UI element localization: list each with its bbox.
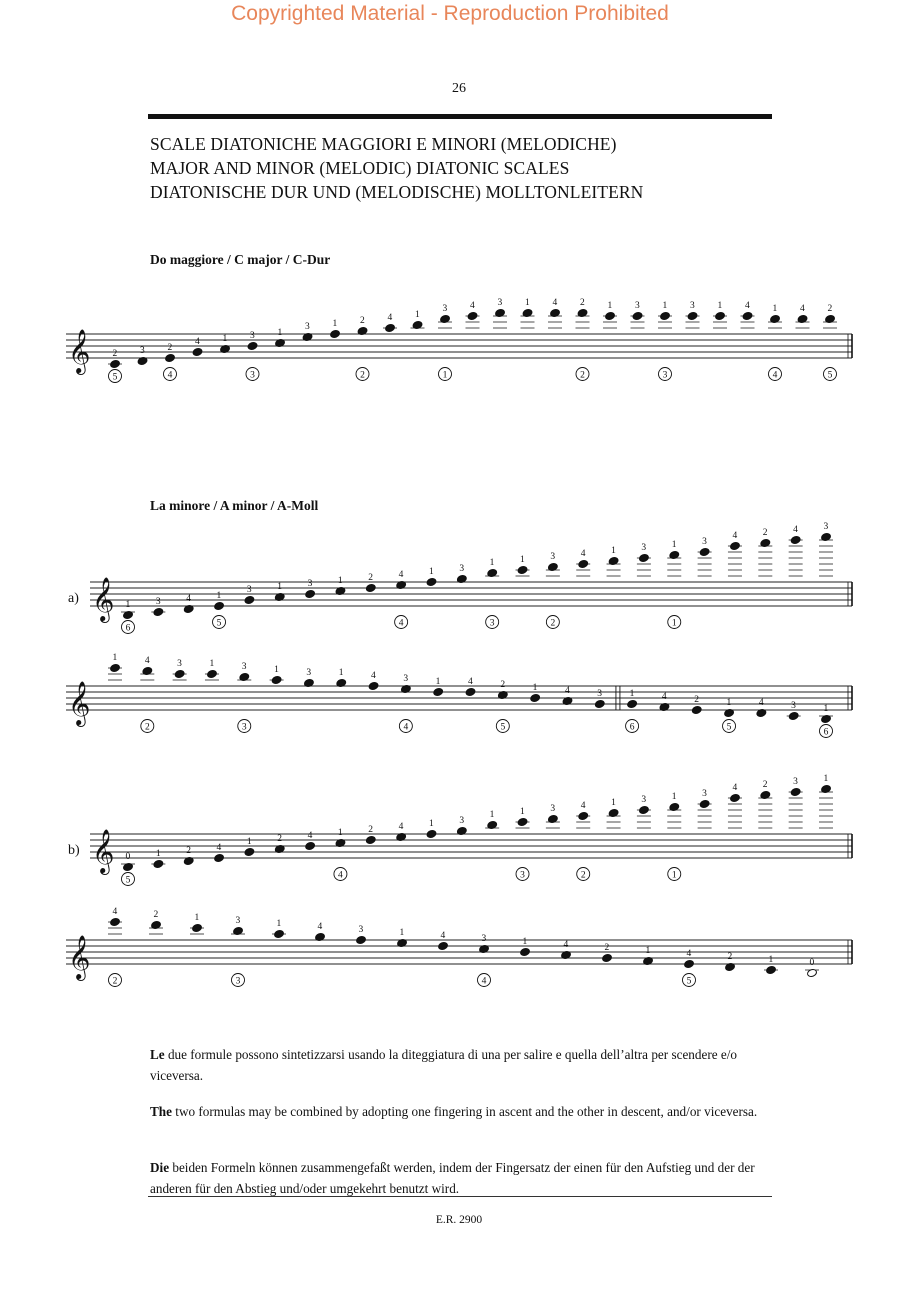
fingering-number: 0 (809, 958, 815, 968)
paragraph-italian-text: due formule possono sintetizzarsi usando la diteggiatura di una per salire e quella dell’altra per scendere e/o viceversa. (150, 1047, 737, 1083)
fingering-number: 3 (235, 916, 241, 926)
fingering-number: 1 (194, 913, 200, 923)
paragraph-german-text: beiden Formeln können zusammengefaßt werden, indem der Fingersatz der einen für den Aufstieg und der der anderen für den Abstieg und/oder umgekehrt benutzt wird. (150, 1160, 755, 1196)
note-head (627, 699, 638, 708)
note-head (638, 805, 649, 814)
note-head (305, 841, 316, 850)
string-number: 3 (235, 976, 241, 987)
fingering-number: 1 (415, 310, 420, 320)
string-indicator (546, 616, 559, 629)
fingering-number: 4 (758, 698, 764, 708)
note-head (699, 547, 710, 556)
string-indicator (659, 368, 672, 381)
fingering-number: 3 (177, 659, 182, 669)
note-head (578, 559, 589, 568)
fingering-number: 3 (307, 579, 313, 589)
fingering-number: 3 (459, 564, 465, 574)
string-indicator (164, 368, 177, 381)
fingering-number: 3 (305, 322, 310, 332)
note-head (274, 929, 285, 938)
paragraph-german (150, 1157, 780, 1199)
treble-clef-icon: 𝄞 (92, 579, 115, 621)
string-number: 1 (671, 870, 677, 881)
note-head (660, 311, 671, 320)
fingering-number: 1 (209, 659, 215, 669)
string-indicator (486, 616, 499, 629)
fingering-number: 3 (550, 804, 556, 814)
note-head (110, 663, 121, 672)
fingering-number: 3 (497, 298, 503, 308)
fingering-number: 1 (522, 937, 528, 947)
fingering-number: 3 (246, 585, 252, 595)
note-head (605, 311, 616, 320)
string-number: 5 (827, 370, 833, 381)
paragraph-english-text: two formulas may be combined by adopting one fingering in ascent and the other in descent, and/or viceversa. (171, 1104, 758, 1119)
fingering-number: 1 (155, 849, 161, 859)
fingering-number: 2 (368, 573, 374, 583)
fingering-number: 1 (277, 328, 283, 338)
fingering-number: 3 (140, 346, 145, 356)
fingering-number: 3 (442, 304, 448, 314)
edition-number: E.R. 2900 (435, 1214, 483, 1226)
string-number: 1 (442, 370, 448, 381)
note-head (530, 693, 541, 702)
fingering-number: 2 (762, 780, 768, 790)
fingering-number: 1 (671, 792, 677, 802)
staff-a-minor-a-ascending (90, 522, 852, 634)
fingering-number: 2 (360, 316, 365, 326)
paragraph-german-lead: Die (150, 1160, 170, 1175)
fingering-number: 2 (500, 680, 506, 690)
fingering-number: 3 (641, 795, 647, 805)
string-indicator (496, 720, 509, 733)
string-number: 5 (216, 618, 222, 629)
paragraph-english (150, 1101, 780, 1122)
fingering-number: 1 (607, 301, 613, 311)
fingering-number: 4 (387, 313, 393, 323)
fingering-number: 1 (332, 319, 338, 329)
note-head (365, 835, 376, 844)
string-indicator (723, 720, 736, 733)
treble-clef-icon: 𝄞 (68, 331, 91, 373)
string-number: 4 (167, 370, 173, 381)
string-number: 2 (144, 722, 150, 733)
string-indicator (122, 621, 135, 634)
fingering-number: 2 (827, 304, 833, 314)
fingering-number: 4 (144, 656, 150, 666)
variant-label-a: a) (68, 591, 79, 606)
staff-a-minor-a-descending (66, 653, 852, 738)
fingering-number: 3 (241, 662, 247, 672)
fingering-number: 4 (580, 549, 586, 559)
string-number: 5 (686, 976, 692, 987)
note-head (247, 341, 258, 350)
fingering-number: 1 (768, 955, 774, 965)
fingering-number: 1 (520, 555, 525, 565)
fingering-number: 1 (645, 946, 651, 956)
note-head (426, 577, 437, 586)
fingering-number: 4 (468, 677, 473, 687)
fingering-number: 4 (793, 525, 798, 535)
fingering-number: 3 (459, 816, 465, 826)
string-number: 6 (125, 623, 131, 634)
fingering-number: 1 (717, 301, 723, 311)
note-head (730, 541, 741, 550)
fingering-number: 2 (153, 910, 159, 920)
string-number: 4 (403, 722, 409, 733)
note-head (426, 829, 437, 838)
fingering-number: 1 (772, 304, 778, 314)
fingering-number: 3 (597, 689, 603, 699)
note-head (699, 799, 710, 808)
fingering-number: 1 (671, 540, 677, 550)
staff-a-minor-b-ascending (90, 774, 852, 886)
fingering-number: 1 (277, 582, 282, 592)
fingering-number: 3 (358, 925, 364, 935)
footer-rule (148, 1196, 772, 1197)
fingering-number: 2 (368, 825, 374, 835)
fingering-number: 1 (399, 928, 405, 938)
fingering-number: 1 (337, 576, 343, 586)
fingering-number: 4 (732, 531, 738, 541)
fingering-number: 1 (246, 837, 252, 847)
fingering-number: 2 (727, 952, 733, 962)
note-head (192, 923, 203, 932)
string-number: 5 (726, 722, 732, 733)
treble-clef-icon: 𝄞 (68, 683, 91, 725)
fingering-number: 3 (702, 789, 707, 799)
fingering-number: 4 (195, 337, 200, 347)
section-heading-c-major: Do maggiore / C major / C-Dur (150, 252, 331, 267)
fingering-number: 4 (112, 907, 118, 917)
note-head (517, 565, 528, 574)
string-number: 5 (500, 722, 506, 733)
fingering-number: 3 (550, 552, 556, 562)
paragraph-italian-lead: Le (150, 1047, 165, 1062)
string-number: 3 (662, 370, 668, 381)
string-number: 3 (250, 370, 255, 381)
string-indicator (577, 868, 590, 881)
treble-clef-icon: 𝄞 (68, 937, 91, 979)
string-indicator (576, 368, 589, 381)
note-head (110, 359, 121, 368)
fingering-number: 1 (823, 774, 829, 784)
fingering-number: 1 (629, 689, 635, 699)
string-number: 3 (489, 618, 495, 629)
string-indicator (395, 616, 408, 629)
note-head (438, 941, 449, 950)
note-head (110, 917, 121, 926)
fingering-number: 4 (440, 931, 446, 941)
note-head (305, 589, 316, 598)
fingering-number: 3 (823, 522, 829, 532)
fingering-number: 3 (403, 674, 409, 684)
note-head (365, 583, 376, 592)
note-head (356, 935, 367, 944)
fingering-number: 4 (371, 671, 376, 681)
fingering-number: 1 (112, 653, 118, 663)
string-number: 2 (580, 370, 585, 381)
note-head (788, 711, 799, 720)
fingering-number: 3 (702, 537, 707, 547)
string-indicator (626, 720, 639, 733)
string-number: 4 (398, 618, 404, 629)
fingering-number: 2 (604, 943, 610, 953)
string-indicator (668, 616, 681, 629)
note-head (153, 859, 164, 868)
string-indicator (356, 368, 369, 381)
string-number: 1 (671, 618, 677, 629)
title-german: DIATONISCHE DUR UND (MELODISCHE) MOLLTONLEITERN (150, 182, 644, 202)
string-number: 6 (823, 727, 829, 738)
note-head (594, 699, 605, 708)
fingering-number: 1 (222, 334, 228, 344)
fingering-number: 4 (552, 298, 558, 308)
string-indicator (238, 720, 251, 733)
note-head (244, 847, 255, 856)
string-indicator (439, 368, 452, 381)
note-head (192, 347, 203, 356)
note-head (691, 705, 702, 714)
fingering-number: 3 (690, 301, 695, 311)
string-indicator (769, 368, 782, 381)
fingering-number: 1 (274, 665, 279, 675)
fingering-number: 2 (580, 298, 585, 308)
fingering-number: 4 (800, 304, 805, 314)
note-head (271, 675, 282, 684)
staff-a-minor-b-descending (66, 907, 852, 987)
fingering-number: 4 (580, 801, 586, 811)
note-head (602, 953, 613, 962)
string-indicator (141, 720, 154, 733)
fingering-number: 2 (167, 343, 173, 353)
note-head (174, 669, 185, 678)
fingering-number: 2 (112, 349, 118, 359)
staff-c-major (66, 298, 852, 383)
fingering-number: 4 (317, 922, 323, 932)
variant-label-b: b) (68, 843, 80, 858)
fingering-number: 1 (611, 546, 616, 556)
fingering-number: 1 (428, 567, 434, 577)
fingering-number: 2 (186, 846, 191, 856)
fingering-number: 4 (661, 692, 667, 702)
fingering-number: 1 (611, 798, 616, 808)
note-head (368, 681, 379, 690)
note-head (684, 959, 695, 968)
fingering-number: 1 (338, 668, 344, 678)
string-number: 2 (360, 370, 365, 381)
fingering-number: 4 (563, 940, 569, 950)
string-indicator (516, 868, 529, 881)
fingering-number: 1 (726, 698, 732, 708)
fingering-number: 4 (732, 783, 738, 793)
string-indicator (478, 974, 491, 987)
fingering-number: 2 (694, 695, 699, 705)
note-head (465, 687, 476, 696)
fingering-number: 3 (793, 777, 798, 787)
fingering-number: 3 (250, 331, 255, 341)
string-indicator (246, 368, 259, 381)
string-indicator (109, 370, 122, 383)
note-head (214, 601, 225, 610)
string-indicator (213, 616, 226, 629)
string-indicator (399, 720, 412, 733)
fingering-number: 1 (662, 301, 668, 311)
string-number: 2 (550, 618, 556, 629)
note-head (715, 311, 726, 320)
note-head (638, 553, 649, 562)
fingering-number: 4 (470, 301, 475, 311)
note-head (578, 811, 589, 820)
fingering-number: 3 (641, 543, 647, 553)
fingering-number: 4 (307, 831, 313, 841)
fingering-number: 3 (635, 301, 640, 311)
paragraph-italian (150, 1044, 780, 1086)
fingering-number: 4 (564, 686, 570, 696)
note-head (632, 311, 643, 320)
fingering-number: 0 (125, 852, 131, 862)
fingering-number: 1 (823, 704, 829, 714)
fingering-number: 3 (791, 701, 796, 711)
treble-clef-icon: 𝄞 (92, 831, 115, 873)
fingering-number: 4 (186, 594, 191, 604)
string-indicator (820, 725, 833, 738)
string-indicator (334, 868, 347, 881)
string-indicator (122, 873, 135, 886)
fingering-number: 1 (520, 807, 525, 817)
note-head (207, 669, 218, 678)
string-number: 2 (112, 976, 118, 987)
fingering-number: 2 (762, 528, 768, 538)
note-head (153, 607, 164, 616)
fingering-number: 1 (337, 828, 343, 838)
page-number: 26 (452, 81, 466, 96)
section-heading-a-minor: La minore / A minor / A-Moll (150, 498, 319, 513)
note-head (790, 535, 801, 544)
string-number: 4 (338, 870, 343, 881)
string-number: 4 (481, 976, 487, 987)
string-indicator (109, 974, 122, 987)
note-head (687, 311, 698, 320)
note-head (517, 817, 528, 826)
note-head (520, 947, 531, 956)
title-english: MAJOR AND MINOR (MELODIC) DIATONIC SCALES (150, 158, 570, 178)
fingering-number: 1 (489, 810, 495, 820)
note-head (433, 687, 444, 696)
string-indicator (683, 974, 696, 987)
fingering-number: 1 (532, 683, 538, 693)
fingering-number: 1 (435, 677, 441, 687)
fingering-number: 4 (216, 843, 222, 853)
paragraph-english-lead: The (150, 1104, 172, 1119)
string-number: 6 (629, 722, 635, 733)
fingering-number: 3 (155, 597, 161, 607)
string-number: 3 (241, 722, 247, 733)
fingering-number: 1 (428, 819, 434, 829)
fingering-number: 4 (686, 949, 692, 959)
note-head (790, 787, 801, 796)
note-head (244, 595, 255, 604)
string-number: 2 (580, 870, 586, 881)
note-head (214, 853, 225, 862)
note-head (766, 965, 777, 974)
note-head (165, 353, 176, 362)
fingering-number: 3 (306, 668, 312, 678)
title-italian: SCALE DIATONICHE MAGGIORI E MINORI (MELODICHE) (150, 134, 617, 154)
fingering-number: 1 (525, 298, 530, 308)
fingering-number: 4 (745, 301, 750, 311)
string-indicator (668, 868, 681, 881)
fingering-number: 4 (398, 822, 404, 832)
copyright-watermark: Copyrighted Material - Reproduction Prohibited (231, 2, 669, 25)
string-number: 4 (772, 370, 778, 381)
fingering-number: 2 (277, 834, 282, 844)
fingering-number: 1 (276, 919, 282, 929)
note-head (730, 793, 741, 802)
string-indicator (824, 368, 837, 381)
fingering-number: 1 (489, 558, 495, 568)
fingering-number: 4 (398, 570, 404, 580)
string-number: 3 (520, 870, 525, 881)
string-indicator (232, 974, 245, 987)
fingering-number: 1 (216, 591, 222, 601)
note-head (330, 329, 341, 338)
note-head (742, 311, 753, 320)
fingering-number: 3 (481, 934, 487, 944)
fingering-number: 1 (125, 600, 131, 610)
note-head (467, 311, 478, 320)
note-head (385, 323, 396, 332)
string-number: 5 (125, 875, 131, 886)
string-number: 5 (112, 372, 118, 383)
